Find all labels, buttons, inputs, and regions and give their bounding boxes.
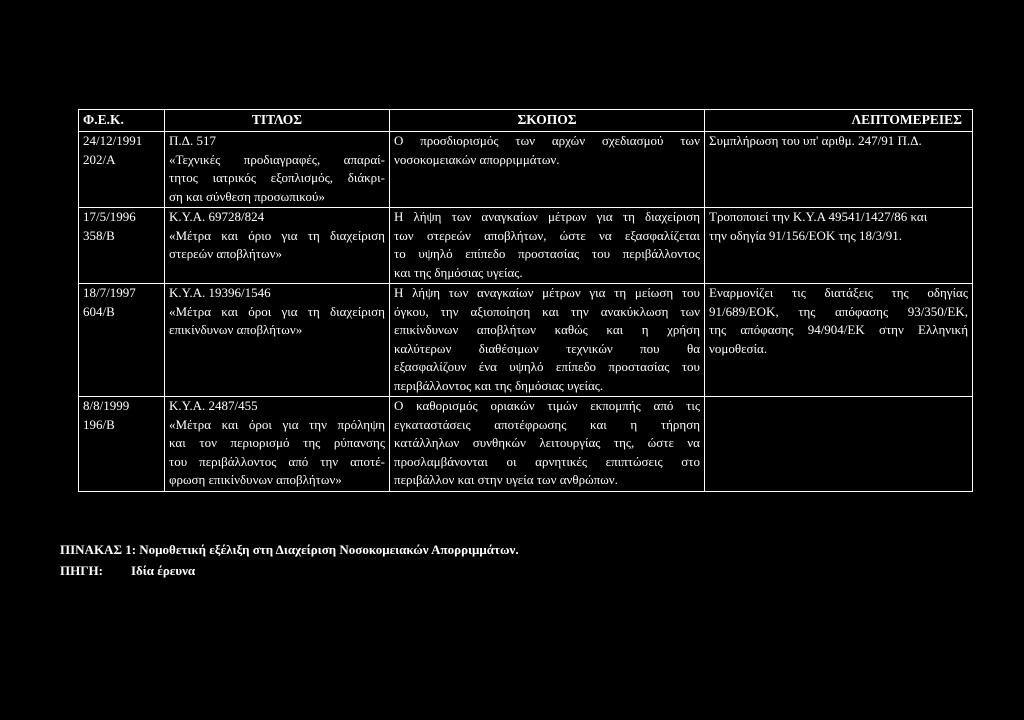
details-line: της απόφασης 94/904/ΕΚ στην Ελληνική — [709, 322, 968, 337]
legislation-table — [78, 109, 973, 492]
source-label: ΠΗΓΗ: — [60, 563, 103, 578]
purpose-line: επικίνδυνων αποβλήτων καθώς και η χρήση — [394, 322, 700, 337]
title-line: και τον περιορισμό της ρύπανσης — [169, 435, 385, 450]
title-line: «Μέτρα και όροι για την πρόληψη — [169, 416, 385, 432]
title-line: τητος ιατρικός εξοπλισμός, διάκρι- — [169, 170, 385, 185]
purpose-line: προσλαμβάνονται οι αρνητικές επιπτώσεις στο — [394, 453, 700, 469]
cell-purpose — [390, 284, 705, 397]
title-line: Κ.Υ.Α. 19396/1546 — [169, 285, 271, 300]
details-line: Συμπλήρωση του υπ' αριθμ. 247/91 Π.Δ. — [709, 133, 922, 148]
details-line: νομοθεσία. — [709, 340, 768, 356]
cell-details — [705, 397, 973, 492]
purpose-line: περιβάλλοντος και της δημόσιας υγείας. — [394, 377, 604, 393]
title-line: «Μέτρα και όριο για τη διαχείριση — [169, 227, 385, 243]
purpose-line: περιβάλλον και στην υγεία των ανθρώπων. — [394, 472, 618, 487]
title-line: Π.Δ. 517 — [169, 133, 216, 148]
fek-line: 358/Β — [83, 227, 115, 243]
fek-line: 202/Α — [83, 151, 116, 167]
fek-line: 24/12/1991 — [83, 133, 143, 148]
title-line: «Μέτρα και όροι για τη διαχείριση — [169, 303, 385, 319]
purpose-line: το υψηλό επίπεδο προστασίας του περιβάλλοντος — [394, 246, 700, 261]
purpose-line: όγκου, την αξιοποίηση και την ανακύκλωση των — [394, 303, 700, 319]
details-line: Εναρμονίζει τις διατάξεις της οδηγίας — [709, 285, 968, 300]
cell-title — [165, 208, 390, 284]
cell-fek — [79, 132, 165, 208]
cell-fek — [79, 284, 165, 397]
title-line: στερεών αποβλήτων» — [169, 246, 282, 261]
table-row — [79, 397, 973, 492]
title-line: ση και σύνθεση προσωπικού» — [169, 188, 325, 204]
header-title: ΤΙΤΛΟΣ — [165, 110, 390, 132]
title-line: «Τεχνικές προδιαγραφές, απαραί- — [169, 151, 385, 167]
purpose-line: νοσοκομειακών απορριμμάτων. — [394, 151, 560, 167]
details-line: 91/689/ΕΟΚ, της απόφασης 93/350/ΕΚ, — [709, 303, 968, 319]
cell-details — [705, 284, 973, 397]
cell-purpose — [390, 208, 705, 284]
purpose-line: Η λήψη των αναγκαίων μέτρων για τη διαχείριση — [394, 209, 700, 224]
title-line: επικίνδυνων αποβλήτων» — [169, 322, 303, 337]
purpose-line: των στερεών αποβλήτων, ώστε να εξασφαλίζεται — [394, 227, 700, 243]
cell-fek — [79, 208, 165, 284]
cell-title — [165, 284, 390, 397]
table-header-row — [79, 110, 973, 132]
fek-line: 604/Β — [83, 303, 115, 319]
purpose-line: εγκαταστάσεις αποτέφρωσης και η τήρηση — [394, 416, 700, 432]
details-line: την οδηγία 91/156/ΕΟΚ της 18/3/91. — [709, 227, 902, 243]
cell-title — [165, 132, 390, 208]
table-caption: ΠΙΝΑΚΑΣ 1: Νομοθετική εξέλιξη στη Διαχείριση Νοσοκομειακών Απορριμμάτων. — [60, 542, 519, 557]
table-row — [79, 208, 973, 284]
cell-fek — [79, 397, 165, 492]
title-line: του περιβάλλοντος από την αποτέ- — [169, 453, 385, 469]
cell-details — [705, 208, 973, 284]
fek-line: 17/5/1996 — [83, 209, 136, 224]
header-fek: Φ.Ε.Κ. — [79, 110, 165, 132]
cell-purpose — [390, 397, 705, 492]
details-line: Τροποποιεί την Κ.Υ.Α 49541/1427/86 και — [709, 209, 928, 224]
fek-line: 196/Β — [83, 416, 115, 432]
source-note — [60, 563, 195, 579]
purpose-line: καλύτερων διαθέσιμων τεχνικών που θα — [394, 340, 700, 356]
cell-title — [165, 397, 390, 492]
fek-line: 8/8/1999 — [83, 398, 130, 413]
title-line: Κ.Υ.Α. 69728/824 — [169, 209, 265, 224]
header-purpose: ΣΚΟΠΟΣ — [390, 110, 705, 132]
header-details: ΛΕΠΤΟΜΕΡΕΙΕΣ — [705, 110, 973, 132]
purpose-line: εξασφαλίζουν ένα υψηλό επίπεδο προστασίας του — [394, 359, 700, 374]
purpose-line: και της δημόσιας υγείας. — [394, 264, 523, 280]
title-line: φρωση επικίνδυνων αποβλήτων» — [169, 472, 342, 487]
cell-purpose — [390, 132, 705, 208]
table-row — [79, 132, 973, 208]
table-row — [79, 284, 973, 397]
title-line: Κ.Υ.Α. 2487/455 — [169, 398, 258, 413]
source-value: Ιδία έρευνα — [130, 563, 196, 578]
fek-line: 18/7/1997 — [83, 285, 136, 300]
cell-details — [705, 132, 973, 208]
purpose-line: κατάλληλων συνθηκών λειτουργίας της, ώστε να — [394, 435, 700, 450]
purpose-line: Ο προσδιορισμός των αρχών σχεδιασμού των — [394, 133, 700, 148]
purpose-line: Ο καθορισμός οριακών τιμών εκπομπής από τις — [394, 398, 700, 413]
purpose-line: Η λήψη των αναγκαίων μέτρων για τη μείωση του — [394, 285, 700, 300]
